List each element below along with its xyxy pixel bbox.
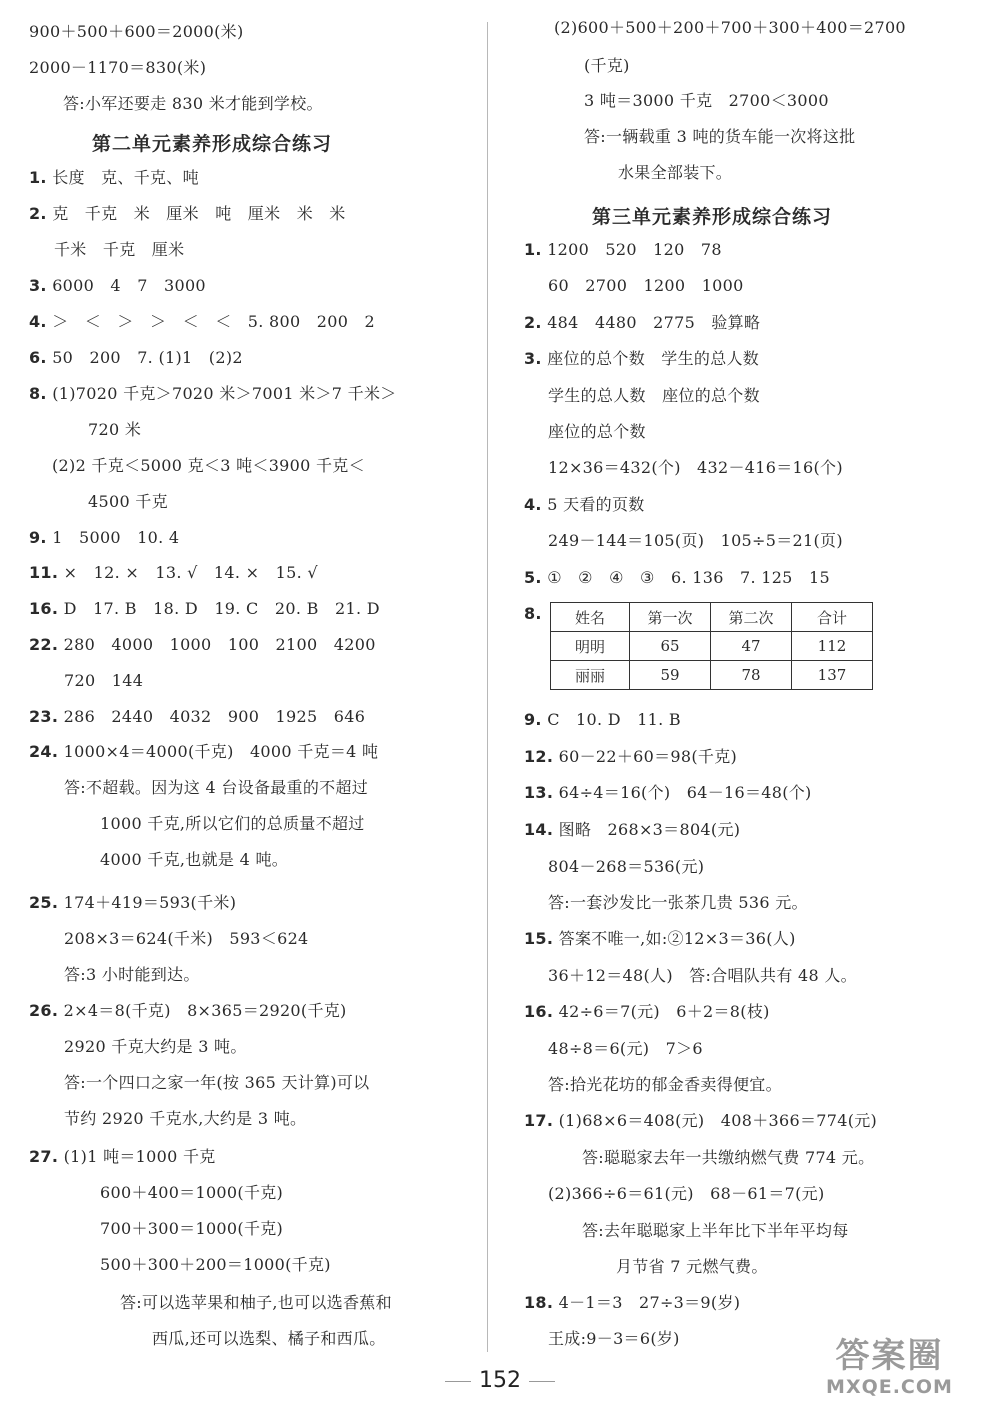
answer-text: 174＋419＝593(千米) (63, 893, 237, 912)
question-number: 6. (29, 348, 47, 367)
left-answer-line (54, 240, 184, 260)
left-answer-line (120, 1293, 392, 1313)
left-answer-line (29, 599, 380, 619)
answer-text: (1)68×6＝408(元) 408＋366＝774(元) (558, 1111, 878, 1130)
answer-text: 60 2700 1200 1000 (548, 276, 744, 295)
table-cell: 78 (711, 661, 792, 690)
question-number: 16. (524, 1002, 554, 1021)
question-number: 12. (524, 747, 554, 766)
answer-text: 4－1＝3 27÷3＝9(岁) (558, 1293, 741, 1312)
question-number: 3. (29, 276, 47, 295)
left-answer-line (29, 1147, 216, 1167)
answer-text: 西瓜,还可以选梨、橘子和西瓜。 (152, 1329, 386, 1348)
question-8-number: 8. (524, 604, 542, 623)
left-answer-line (100, 1219, 283, 1239)
right-answer-line (548, 531, 843, 551)
answer-text: 286 2440 4032 900 1925 646 (63, 707, 366, 726)
answer-text: 12×36＝432(个) 432－416＝16(个) (548, 458, 843, 477)
question-number: 27. (29, 1147, 59, 1166)
question-number: 25. (29, 893, 59, 912)
answer-text: 答案不唯一,如:②12×3＝36(人) (558, 929, 796, 948)
answer-text: 64÷4＝16(个) 64－16＝48(个) (558, 783, 812, 802)
table-row (551, 661, 873, 690)
left-answer-line (29, 384, 397, 404)
table-header-cell: 第一次 (630, 603, 711, 632)
left-answer-line (100, 1255, 331, 1275)
answer-text: 座位的总个数 学生的总人数 (547, 349, 760, 368)
table-cell: 59 (630, 661, 711, 690)
question-number: 3. (524, 349, 542, 368)
answer-text: D 17. B 18. D 19. C 20. B 21. D (63, 599, 380, 618)
right-answer-line (524, 313, 760, 333)
answer-text: 208×3＝624(千米) 593＜624 (64, 929, 309, 948)
answer-text: 克 千克 米 厘米 吨 厘米 米 米 (52, 204, 346, 223)
watermark-logo (797, 1336, 982, 1406)
table-cell: 112 (792, 632, 873, 661)
question-number: 13. (524, 783, 554, 802)
right-answer-line (548, 1075, 782, 1095)
question-number: 1. (524, 240, 542, 259)
right-answer-line (524, 568, 830, 588)
score-table (550, 602, 873, 690)
right-answer-line (524, 349, 759, 369)
answer-text: 500＋300＋200＝1000(千克) (100, 1255, 331, 1274)
table-cell: 137 (792, 661, 873, 690)
right-answer-line (524, 240, 722, 260)
table-row (551, 632, 873, 661)
answer-text: 1200 520 120 78 (547, 240, 722, 259)
left-answer-line (64, 965, 200, 985)
left-answer-line (29, 528, 179, 548)
answer-text: 答:3 小时能到达。 (64, 965, 200, 984)
answer-text: 长度 克、千克、吨 (52, 168, 199, 187)
answer-text: 2×4＝8(千克) 8×365＝2920(千克) (63, 1001, 347, 1020)
left-answer-line (29, 893, 236, 913)
question-number: 4. (29, 312, 47, 331)
answer-text: 答:一套沙发比一张茶几贵 536 元。 (548, 893, 808, 912)
left-answer-line (88, 492, 168, 512)
answer-text: 4500 千克 (88, 492, 168, 511)
answer-text: 1 5000 10. 4 (52, 528, 180, 547)
right-answer-line (524, 1293, 740, 1313)
answer-text: 60－22＋60＝98(千克) (558, 747, 738, 766)
right-answer-line (524, 820, 740, 840)
right-answer-line (548, 966, 857, 986)
answer-text: (千克) (584, 56, 630, 75)
answer-text: C 10. D 11. B (547, 710, 681, 729)
left-answer-line (29, 635, 376, 655)
left-answer-line (64, 929, 309, 949)
left-answer-line (29, 22, 244, 42)
answer-text: 4000 千克,也就是 4 吨。 (100, 850, 289, 869)
right-answer-line (524, 710, 681, 730)
table-header-cell: 第二次 (711, 603, 792, 632)
table-header-cell: 姓名 (551, 603, 630, 632)
answer-text: 答:一个四口之家一年(按 365 天计算)可以 (64, 1073, 370, 1092)
answer-text: (2)2 千克＜5000 克＜3 吨＜3900 千克＜ (52, 456, 365, 475)
right-answer-line (582, 1148, 874, 1168)
answer-text: (2)600＋500＋200＋700＋300＋400＝2700 (554, 18, 906, 37)
right-answer-line (524, 1111, 877, 1131)
question-number: 15. (524, 929, 554, 948)
right-answer-line (584, 91, 829, 111)
answer-text: (1)1 吨＝1000 千克 (63, 1147, 216, 1166)
section-heading-unit-2: 第二单元素养形成综合练习 (92, 133, 333, 155)
page-number-text: 152 (479, 1368, 521, 1393)
question-number: 4. (524, 495, 542, 514)
answer-text: 804－268＝536(元) (548, 857, 705, 876)
question-number: 9. (524, 710, 542, 729)
question-number: 24. (29, 742, 59, 761)
section-heading-unit-3: 第三单元素养形成综合练习 (592, 206, 833, 228)
question-number: 22. (29, 635, 59, 654)
left-answer-line (29, 204, 346, 224)
answer-text: 6000 4 7 3000 (52, 276, 206, 295)
answer-text: 答:一辆载重 3 吨的货车能一次将这批 (584, 127, 856, 146)
left-answer-line (29, 168, 199, 188)
answer-text: 答:可以选苹果和柚子,也可以选香蕉和 (120, 1293, 392, 1312)
answer-text: 2000－1170＝830(米) (29, 58, 207, 77)
right-answer-line (524, 747, 737, 767)
answer-text: 280 4000 1000 100 2100 4200 (63, 635, 376, 654)
left-answer-line (64, 778, 368, 798)
answer-text: 答:拾光花坊的郁金香卖得便宜。 (548, 1075, 782, 1094)
answer-text: × 12. × 13. √ 14. × 15. √ (63, 563, 318, 582)
right-answer-line (548, 893, 808, 913)
answer-text: 720 144 (64, 671, 144, 690)
question-number: 14. (524, 820, 554, 839)
left-answer-line (64, 671, 143, 691)
answer-text: ① ② ④ ③ 6. 136 7. 125 15 (547, 568, 830, 587)
table-cell: 明明 (551, 632, 630, 661)
answer-text: 答:小军还要走 830 米才能到学校。 (63, 94, 323, 113)
left-answer-line (100, 850, 288, 870)
answer-text: (1)7020 千克＞7020 米＞7001 米＞7 千米＞ (52, 384, 397, 403)
answer-text: 600＋400＝1000(千克) (100, 1183, 284, 1202)
right-answer-line (524, 783, 812, 803)
question-number: 2. (29, 204, 47, 223)
answer-text: 3 吨＝3000 千克 2700＜3000 (584, 91, 829, 110)
answer-text: 36＋12＝48(人) 答:合唱队共有 48 人。 (548, 966, 857, 985)
answer-text: 249－144＝105(页) 105÷5＝21(页) (548, 531, 843, 550)
answer-text: 720 米 (88, 420, 142, 439)
column-divider (487, 22, 488, 1352)
question-number: 9. (29, 528, 47, 547)
left-answer-line (29, 312, 375, 332)
left-answer-line (88, 420, 141, 440)
question-number: 26. (29, 1001, 59, 1020)
answer-text: 1000×4＝4000(千克) 4000 千克＝4 吨 (63, 742, 379, 761)
right-answer-line (584, 127, 855, 147)
right-answer-line (548, 458, 843, 478)
watermark-url: MXQE.COM (826, 1376, 953, 1398)
left-answer-line (29, 276, 206, 296)
question-number: 11. (29, 563, 59, 582)
left-answer-line (64, 1073, 370, 1093)
right-answer-line (524, 1002, 770, 1022)
answer-text: 5 天看的页数 (547, 495, 645, 514)
right-answer-line (548, 1329, 680, 1349)
table-cell: 65 (630, 632, 711, 661)
question-number: 5. (524, 568, 542, 587)
question-number: 1. (29, 168, 47, 187)
right-answer-line (548, 386, 760, 406)
question-number: 8. (29, 384, 47, 403)
answer-text: 学生的总人数 座位的总个数 (548, 386, 760, 405)
left-answer-line (29, 348, 243, 368)
right-answer-line (618, 163, 732, 183)
answer-text: 42÷6＝7(元) 6＋2＝8(枝) (558, 1002, 770, 1021)
left-answer-line (29, 563, 318, 583)
answer-text: 2920 千克大约是 3 吨。 (64, 1037, 247, 1056)
right-answer-line (582, 1221, 849, 1241)
answer-text: 答:不超载。因为这 4 台设备最重的不超过 (64, 778, 369, 797)
left-answer-line (64, 1109, 306, 1129)
page-number-dash (529, 1381, 555, 1382)
right-answer-line (584, 56, 630, 76)
right-answer-line (548, 857, 704, 877)
left-answer-line (100, 814, 365, 834)
answer-text: 图略 268×3＝804(元) (558, 820, 741, 839)
answer-text: 答:去年聪聪家上半年比下半年平均每 (582, 1221, 849, 1240)
answer-text: 700＋300＝1000(千克) (100, 1219, 284, 1238)
answer-text: 节约 2920 千克水,大约是 3 吨。 (64, 1109, 307, 1128)
question-number: 16. (29, 599, 59, 618)
answer-text: 48÷8＝6(元) 7＞6 (548, 1039, 703, 1058)
left-answer-line (100, 1183, 283, 1203)
answer-text: 484 4480 2775 验算略 (547, 313, 761, 332)
left-answer-line (152, 1329, 386, 1349)
left-answer-line (29, 742, 378, 762)
table-header-row (551, 603, 873, 632)
right-answer-line (554, 18, 906, 38)
question-number: 18. (524, 1293, 554, 1312)
answer-text: 1000 千克,所以它们的总质量不超过 (100, 814, 365, 833)
table-cell: 47 (711, 632, 792, 661)
answer-text: 50 200 7. (1)1 (2)2 (52, 348, 243, 367)
table-cell: 丽丽 (551, 661, 630, 690)
right-answer-line (548, 422, 646, 442)
page-number-dash (445, 1381, 471, 1382)
answer-text: 月节省 7 元燃气费。 (616, 1257, 768, 1276)
answer-text: ＞ ＜ ＞ ＞ ＜ ＜ 5. 800 200 2 (52, 312, 376, 331)
table-header-cell: 合计 (792, 603, 873, 632)
left-answer-line (29, 58, 206, 78)
answer-text: 答:聪聪家去年一共缴纳燃气费 774 元。 (582, 1148, 875, 1167)
right-answer-line (524, 929, 796, 949)
answer-text: 900＋500＋600＝2000(米) (29, 22, 244, 41)
answer-text: 王成:9－3＝6(岁) (548, 1329, 680, 1348)
left-answer-line (64, 1037, 247, 1057)
watermark-title: 答案圈 (835, 1336, 944, 1376)
right-answer-line (548, 1184, 825, 1204)
answer-text: 千米 千克 厘米 (54, 240, 185, 259)
left-answer-line (29, 1001, 347, 1021)
left-answer-line (52, 456, 365, 476)
answer-text: (2)366÷6＝61(元) 68－61＝7(元) (548, 1184, 825, 1203)
right-answer-line (548, 276, 744, 296)
question-number: 2. (524, 313, 542, 332)
question-number: 23. (29, 707, 59, 726)
right-answer-line (616, 1257, 768, 1277)
left-answer-line (63, 94, 323, 114)
right-answer-line (548, 1039, 703, 1059)
question-number: 17. (524, 1111, 554, 1130)
left-answer-line (29, 707, 365, 727)
right-answer-line (524, 495, 645, 515)
answer-text: 座位的总个数 (548, 422, 646, 441)
answer-text: 水果全部装下。 (618, 163, 733, 182)
